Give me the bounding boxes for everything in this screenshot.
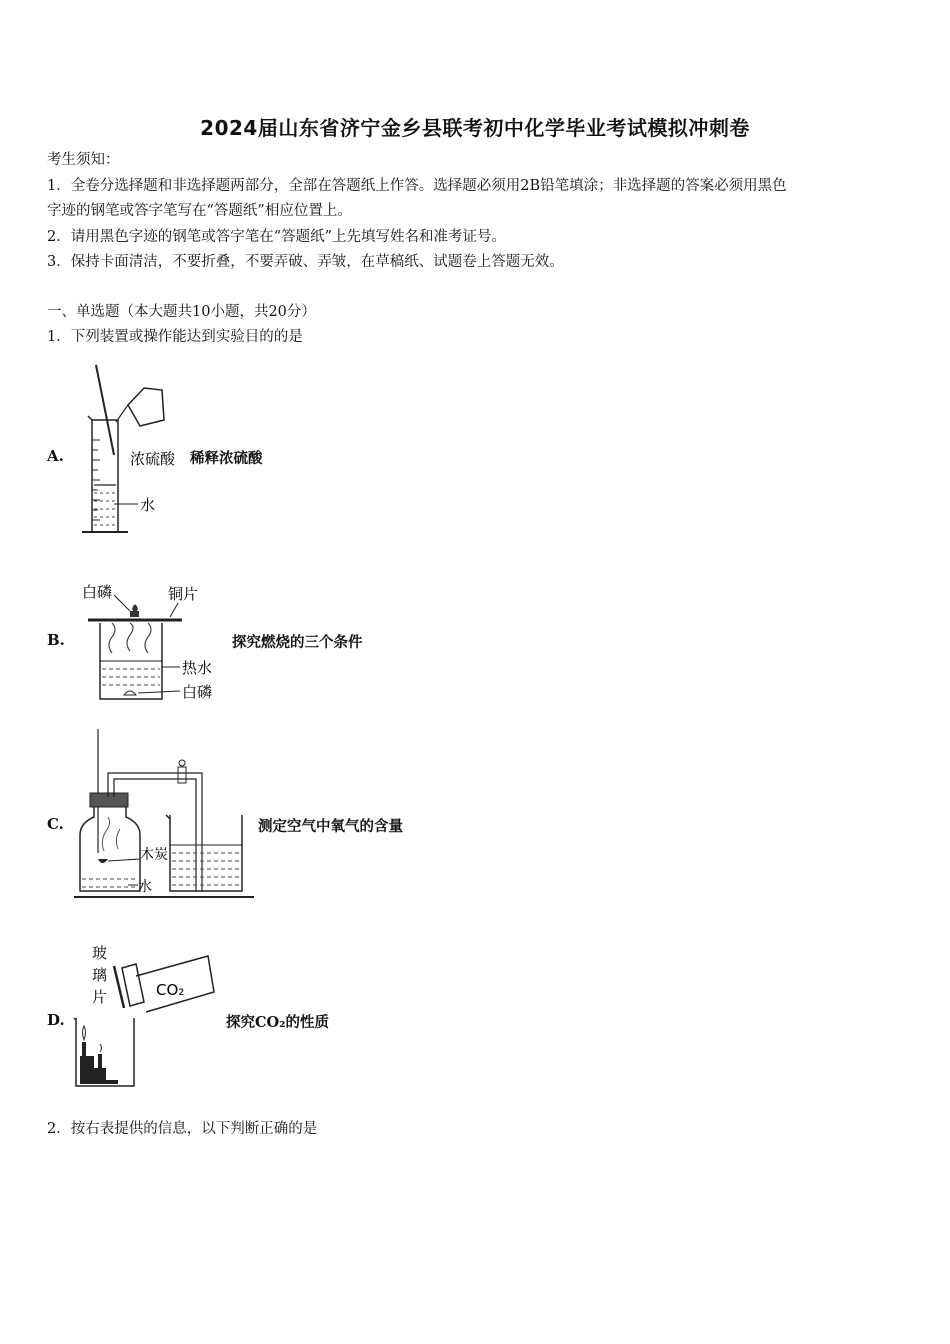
- notice-line-3: 2．请用黑色字迹的钢笔或答字笔在“答题纸”上先填写姓名和准考证号。: [47, 229, 507, 245]
- option-b-label-phosphorus-top: 白磷: [82, 583, 113, 601]
- option-c-diagram: [72, 727, 257, 899]
- notice-line-2: 字迹的钢笔或答字笔写在“答题纸”相应位置上。: [47, 203, 352, 219]
- option-a-letter: A.: [47, 447, 64, 465]
- option-c-label-water: 水: [138, 879, 152, 895]
- notice-heading: 考生须知：: [47, 152, 120, 168]
- option-a-label-water: 水: [140, 496, 156, 514]
- q2-stem: 2．按右表提供的信息，以下判断正确的是: [47, 1121, 318, 1137]
- option-b-diagram: [78, 575, 228, 705]
- option-c-text: 测定空气中氧气的含量: [258, 818, 403, 835]
- option-b-label-copper: 铜片: [168, 585, 199, 603]
- page-title: 2024届山东省济宁金乡县联考初中化学毕业考试模拟冲刺卷: [200, 116, 750, 140]
- option-c-label-charcoal: 木炭: [140, 847, 168, 863]
- option-b-label-phosphorus-bottom: 白磷: [182, 683, 213, 701]
- q1-stem: 1．下列装置或操作能达到实验目的的是: [47, 329, 303, 345]
- option-a-label-acid: 浓硫酸: [130, 450, 176, 468]
- option-d-label-glass-3: 片: [92, 988, 108, 1006]
- option-b-letter: B.: [47, 631, 65, 649]
- option-d-diagram: [72, 940, 222, 1090]
- section-heading: 一、单选题（本大题共10小题，共20分）: [47, 304, 316, 320]
- option-b-text: 探究燃烧的三个条件: [232, 634, 363, 651]
- option-d-label-glass-2: 璃: [92, 966, 108, 984]
- option-a-diagram: [78, 360, 190, 542]
- option-d-label-co2: CO₂: [156, 981, 185, 999]
- option-c-letter: C.: [47, 815, 64, 833]
- option-b-label-hot-water: 热水: [182, 659, 213, 677]
- option-d-text: 探究CO₂的性质: [226, 1014, 330, 1031]
- notice-line-4: 3．保持卡面清洁，不要折叠，不要弄破、弄皱，在草稿纸、试题卷上答题无效。: [47, 254, 564, 270]
- option-a-text: 稀释浓硫酸: [190, 450, 263, 467]
- option-d-label-glass-1: 玻: [92, 944, 108, 962]
- notice-line-1: 1．全卷分选择题和非选择题两部分，全部在答题纸上作答。选择题必须用2B铅笔填涂；非选择题的答案必须用黑色: [47, 178, 787, 194]
- option-d-letter: D.: [47, 1011, 65, 1029]
